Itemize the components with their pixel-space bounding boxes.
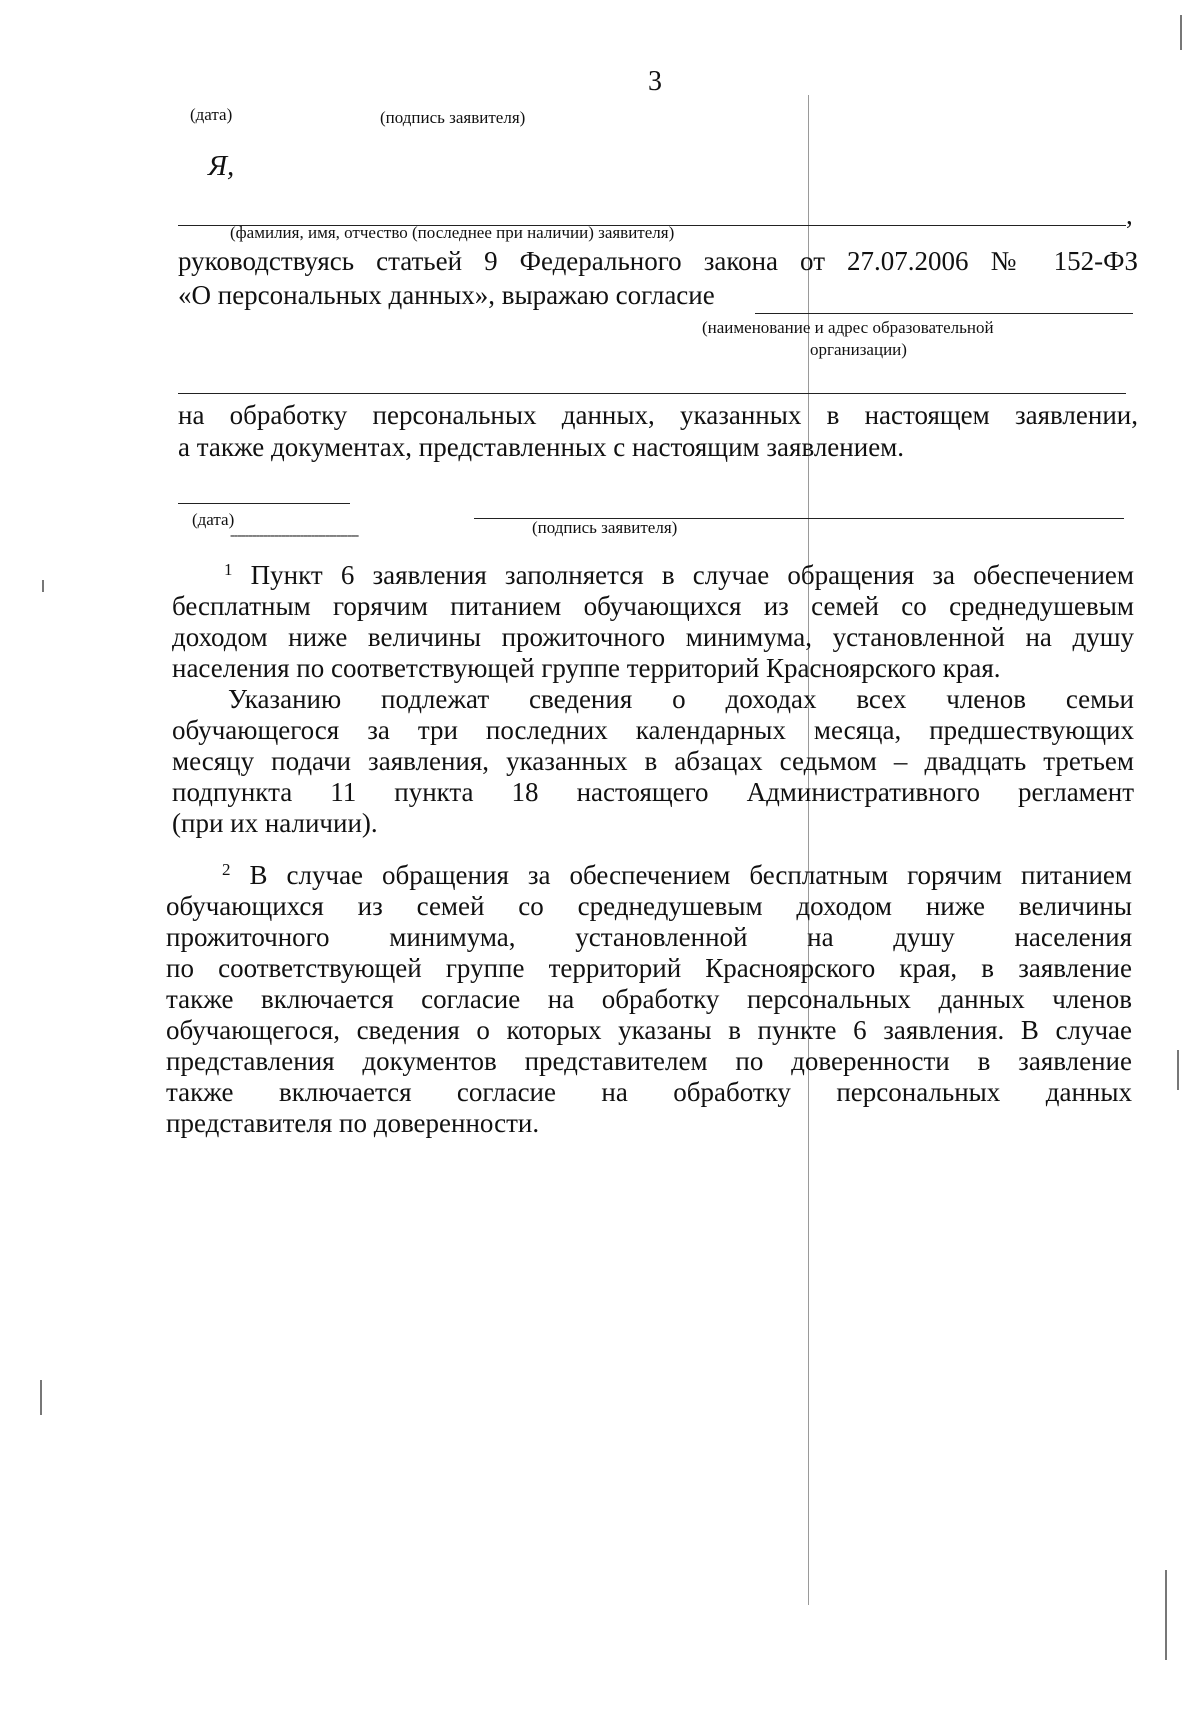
fio-caption: (фамилия, имя, отчество (последнее при наличии) заявителя)	[230, 223, 675, 242]
footnote-2-line-2: обучающихся из семей со среднедушевым доходом ниже величины	[166, 891, 1132, 921]
consent-line-2: «О персональных данных», выражаю согласие	[178, 280, 715, 310]
signature-caption-top: (подпись заявителя)	[380, 108, 526, 127]
footnote-2-mark: 2	[222, 860, 231, 879]
footnote-1b-line-2: обучающегося за три последних календарных месяца, предшествующих	[172, 715, 1134, 745]
footnote-1b-line-5: (при их наличии).	[172, 808, 378, 838]
footnote-2-line-6: обучающегося, сведения о которых указаны в пункте 6 заявления. В случае	[166, 1015, 1132, 1045]
footnote-2-line-9: представителя по доверенности.	[166, 1108, 540, 1138]
footnote-2-line-4: по соответствующей группе территорий Красноярского края, в заявление	[166, 953, 1132, 983]
scan-edge-mark	[1180, 15, 1182, 50]
footnote-1b-line-4: подпункта 11 пункта 18 настоящего Административного регламент	[172, 777, 1134, 807]
footnote-1b-line-3: месяцу подачи заявления, указанных в абзацах седьмом – двадцать третьем	[172, 746, 1134, 776]
footnote-1-line-3: доходом ниже величины прожиточного минимума, установленной на душу	[172, 622, 1134, 652]
consent-line-4: а также документах, представленных с настоящим заявлением.	[178, 432, 905, 462]
consent-line-1: руководствуясь статьей 9 Федерального закона от 27.07.2006 № 152-ФЗ	[178, 246, 1138, 276]
date-caption-bottom: (дата)	[192, 510, 235, 529]
footnote-2-line-3: прожиточного минимума, установленной на душу населения	[166, 922, 1132, 952]
footnote-1-mark: 1	[224, 560, 233, 579]
footnote-2-line-5: также включается согласие на обработку персональных данных членов	[166, 984, 1132, 1014]
footnote-2	[166, 860, 1132, 1139]
footnote-1	[172, 560, 1134, 839]
footnote-1-line-1: $^1$ Пункт 6 заявления заполняется в случае обращения за обеспечением	[224, 560, 1134, 590]
footnote-2-line-8: также включается согласие на обработку персональных данных	[166, 1077, 1132, 1107]
org-caption-2: организации)	[810, 340, 907, 359]
scan-edge-mark	[42, 580, 44, 592]
date-line-bottom	[178, 503, 350, 504]
consent-line-3: на обработку персональных данных, указанных в настоящем заявлении,	[178, 400, 1138, 430]
fio-line-comma: ,	[1126, 200, 1133, 230]
scan-edge-mark	[40, 1380, 42, 1415]
page-number: 3	[648, 66, 662, 97]
org-line-1	[755, 313, 1133, 314]
footnote-2-line-7: представления документов представителем по доверенности в заявление	[166, 1046, 1132, 1076]
footnote-divider: -----------------------------------	[230, 528, 359, 543]
signature-caption-bottom: (подпись заявителя)	[532, 518, 678, 537]
consent-ya: Я,	[208, 150, 235, 182]
footnote-2-line-1: $^2$ В случае обращения за обеспечением бесплатным горячим питанием	[222, 860, 1132, 890]
scan-edge-mark	[1177, 1050, 1179, 1090]
footnote-1-line-2: бесплатным горячим питанием обучающихся из семей со среднедушевым	[172, 591, 1134, 621]
footnote-1b-line-1: Указанию подлежат сведения о доходах всех членов семьи	[228, 684, 1134, 714]
org-line-2	[178, 393, 1126, 394]
scan-edge-mark	[1165, 1570, 1167, 1660]
date-caption-top: (дата)	[190, 105, 233, 124]
org-caption-1: (наименование и адрес образовательной	[702, 318, 994, 337]
footnote-1-line-4: населения по соответствующей группе территорий Красноярского края.	[172, 653, 1001, 683]
